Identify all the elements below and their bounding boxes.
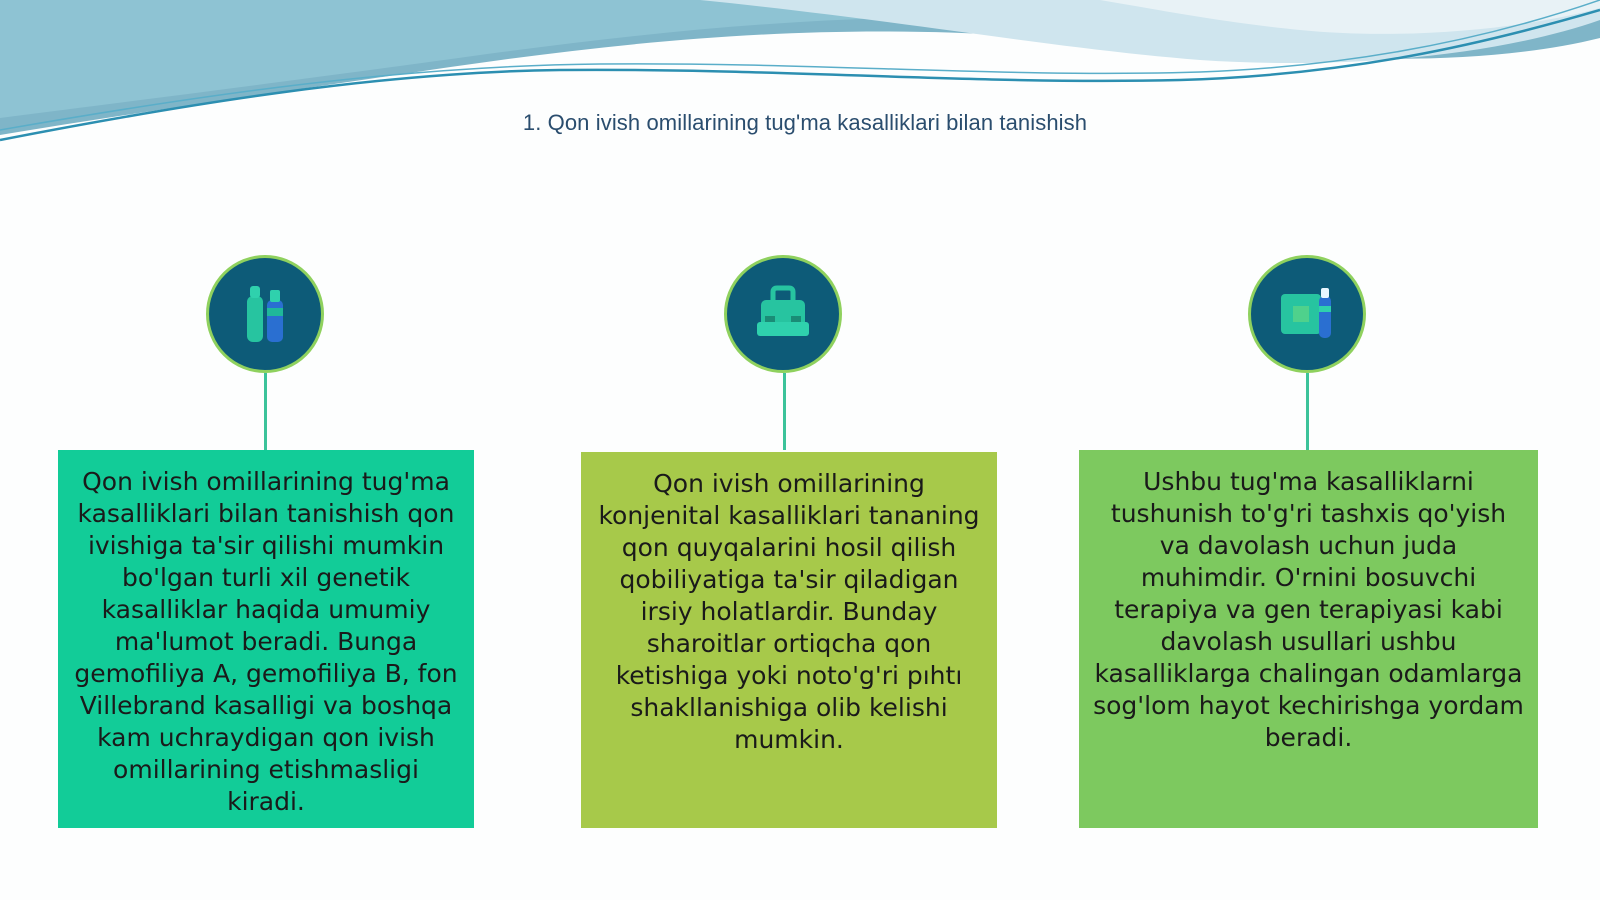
header-wave-decoration bbox=[0, 0, 1600, 160]
bottles-icon bbox=[235, 282, 295, 346]
info-card-2-text: Qon ivish omillarining konjenital kasalliklari tananing qon quyqalarini hosil qilish qobiliyatiga ta'sir qiladigan irsiy holatlardir. Bunday sharoitlar ortiqcha qon ketishiga yoki noto'g'ri pıhtı shakllanishiga olib kelishi mumkin. bbox=[598, 469, 980, 754]
info-card-1-text: Qon ivish omillarining tug'ma kasalliklari bilan tanishish qon ivishiga ta'sir qilishi mumkin bo'lgan turli xil genetik kasalliklar haqida umumiy ma'lumot beradi. Bunga gemofiliya A, gemofiliya B, fon Villebrand kasalligi va boshqa kam uchraydigan qon ivish omillarining etishmasligi kiradi. bbox=[74, 467, 458, 816]
first-aid-kit-icon bbox=[1275, 282, 1339, 346]
medical-bag-icon bbox=[751, 282, 815, 346]
connector-line bbox=[1306, 373, 1309, 450]
bottles-icon-circle bbox=[206, 255, 324, 373]
medical-bag-icon-circle bbox=[724, 255, 842, 373]
info-card-3 bbox=[1079, 450, 1538, 828]
connector-line bbox=[264, 373, 267, 450]
connector-line bbox=[783, 373, 786, 450]
info-card-3-text: Ushbu tug'ma kasalliklarni tushunish to'g'ri tashxis qo'yish va davolash uchun juda muhimdir. O'rnini bosuvchi terapiya va gen terapiyasi kabi davolash usullari ushbu kasalliklarga chalingan odamlarga sog'lom hayot kechirishga yordam beradi. bbox=[1093, 467, 1524, 752]
info-card-2 bbox=[581, 452, 997, 828]
info-card-1 bbox=[58, 450, 474, 828]
slide-title: 1. Qon ivish omillarining tug'ma kasalliklari bilan tanishish bbox=[522, 110, 1088, 135]
first-aid-kit-icon-circle bbox=[1248, 255, 1366, 373]
